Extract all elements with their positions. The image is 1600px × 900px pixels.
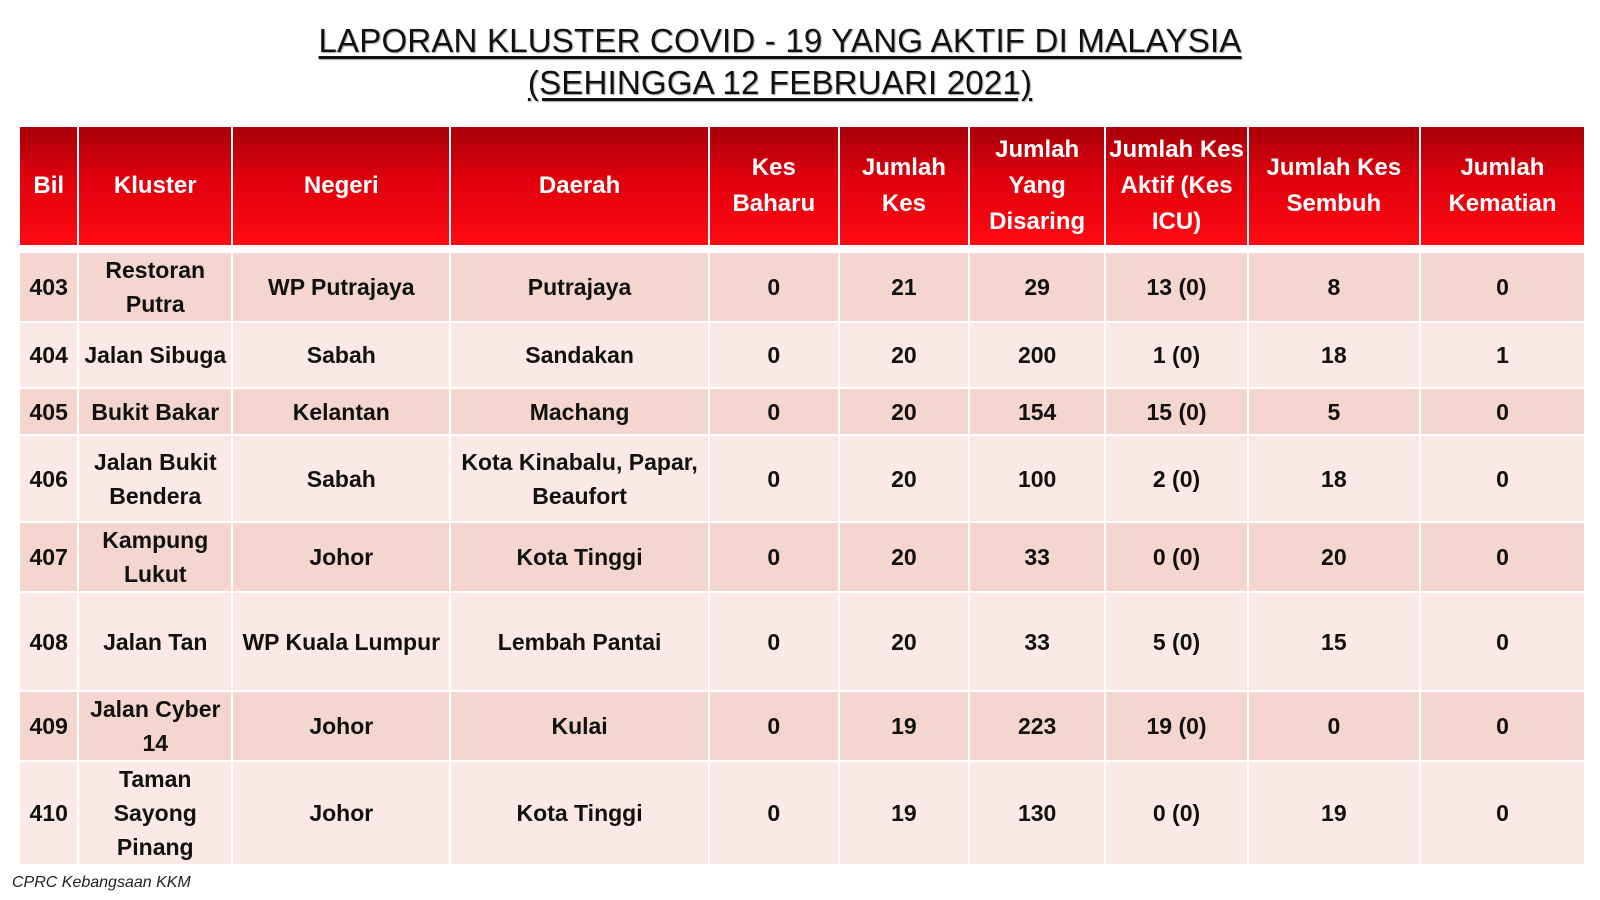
cell-kluster: Taman Sayong Pinang — [79, 762, 231, 864]
title-line-1: LAPORAN KLUSTER COVID - 19 YANG AKTIF DI MALAYSIA — [318, 22, 1242, 59]
cell-sembuh: 15 — [1249, 593, 1419, 690]
cell-daerah: Putrajaya — [451, 253, 707, 321]
cell-kes-baharu: 0 — [710, 762, 838, 864]
cell-bil: 404 — [20, 323, 77, 387]
cell-kluster: Jalan Bukit Bendera — [79, 436, 231, 521]
cell-kluster: Jalan Tan — [79, 593, 231, 690]
cell-daerah: Lembah Pantai — [451, 593, 707, 690]
header-kes-baharu: Kes Baharu — [710, 127, 838, 251]
cell-disaring: 223 — [970, 692, 1104, 760]
cell-kes-baharu: 0 — [710, 692, 838, 760]
cell-sembuh: 18 — [1249, 436, 1419, 521]
cell-negeri: Kelantan — [233, 389, 449, 434]
header-kluster: Kluster — [79, 127, 231, 251]
cell-negeri: Johor — [233, 692, 449, 760]
cell-kes-baharu: 0 — [710, 323, 838, 387]
cell-bil: 408 — [20, 593, 77, 690]
cell-negeri: WP Putrajaya — [233, 253, 449, 321]
header-negeri: Negeri — [233, 127, 449, 251]
cell-negeri: Sabah — [233, 436, 449, 521]
table-row — [20, 389, 1584, 434]
header-kes-aktif: Jumlah Kes Aktif (Kes ICU) — [1106, 127, 1246, 251]
cell-kluster: Bukit Bakar — [79, 389, 231, 434]
table-row — [20, 762, 1584, 864]
cell-sembuh: 20 — [1249, 523, 1419, 591]
cell-kematian: 0 — [1421, 593, 1584, 690]
cell-kematian: 0 — [1421, 762, 1584, 864]
title-line-2: (SEHINGGA 12 FEBRUARI 2021) — [527, 64, 1033, 101]
cell-kluster: Restoran Putra — [79, 253, 231, 321]
cell-bil: 403 — [20, 253, 77, 321]
cell-kematian: 0 — [1421, 253, 1584, 321]
cell-bil: 410 — [20, 762, 77, 864]
cell-jumlah-kes: 19 — [840, 762, 968, 864]
header-jumlah-kes: Jumlah Kes — [840, 127, 968, 251]
cell-aktif: 13 (0) — [1106, 253, 1246, 321]
page-title — [0, 20, 1560, 104]
cell-kematian: 0 — [1421, 436, 1584, 521]
cell-negeri: Johor — [233, 523, 449, 591]
cell-sembuh: 19 — [1249, 762, 1419, 864]
cell-aktif: 15 (0) — [1106, 389, 1246, 434]
header-jumlah-disaring: Jumlah Yang Disaring — [970, 127, 1104, 251]
cell-sembuh: 5 — [1249, 389, 1419, 434]
cell-aktif: 0 (0) — [1106, 762, 1246, 864]
header-daerah: Daerah — [451, 127, 707, 251]
cell-kes-baharu: 0 — [710, 436, 838, 521]
cell-kes-baharu: 0 — [710, 389, 838, 434]
table-row — [20, 692, 1584, 760]
cell-aktif: 2 (0) — [1106, 436, 1246, 521]
cell-disaring: 100 — [970, 436, 1104, 521]
cell-jumlah-kes: 19 — [840, 692, 968, 760]
cluster-table — [18, 125, 1586, 866]
cell-disaring: 154 — [970, 389, 1104, 434]
table-row — [20, 593, 1584, 690]
cell-disaring: 33 — [970, 523, 1104, 591]
cell-kes-baharu: 0 — [710, 523, 838, 591]
cell-aktif: 0 (0) — [1106, 523, 1246, 591]
cell-daerah: Kota Kinabalu, Papar, Beaufort — [451, 436, 707, 521]
cell-kluster: Jalan Cyber 14 — [79, 692, 231, 760]
cell-bil: 405 — [20, 389, 77, 434]
cell-kluster: Kampung Lukut — [79, 523, 231, 591]
cell-negeri: Johor — [233, 762, 449, 864]
cell-daerah: Sandakan — [451, 323, 707, 387]
cell-kematian: 1 — [1421, 323, 1584, 387]
cell-kematian: 0 — [1421, 523, 1584, 591]
cell-kluster: Jalan Sibuga — [79, 323, 231, 387]
cell-sembuh: 0 — [1249, 692, 1419, 760]
cell-daerah: Machang — [451, 389, 707, 434]
cell-negeri: Sabah — [233, 323, 449, 387]
cell-bil: 409 — [20, 692, 77, 760]
cell-aktif: 19 (0) — [1106, 692, 1246, 760]
cell-kematian: 0 — [1421, 389, 1584, 434]
cell-sembuh: 8 — [1249, 253, 1419, 321]
cell-jumlah-kes: 21 — [840, 253, 968, 321]
cell-jumlah-kes: 20 — [840, 436, 968, 521]
cell-daerah: Kota Tinggi — [451, 523, 707, 591]
cell-bil: 407 — [20, 523, 77, 591]
table-row — [20, 253, 1584, 321]
table-row — [20, 523, 1584, 591]
cell-negeri: WP Kuala Lumpur — [233, 593, 449, 690]
cell-disaring: 29 — [970, 253, 1104, 321]
table-header-row — [20, 127, 1584, 251]
cell-daerah: Kulai — [451, 692, 707, 760]
source-footer: CPRC Kebangsaan KKM — [12, 874, 191, 891]
cell-kematian: 0 — [1421, 692, 1584, 760]
cell-jumlah-kes: 20 — [840, 323, 968, 387]
cell-kes-baharu: 0 — [710, 253, 838, 321]
header-bil: Bil — [20, 127, 77, 251]
cell-daerah: Kota Tinggi — [451, 762, 707, 864]
cell-disaring: 130 — [970, 762, 1104, 864]
cell-disaring: 33 — [970, 593, 1104, 690]
header-kematian: Jumlah Kematian — [1421, 127, 1584, 251]
header-kes-sembuh: Jumlah Kes Sembuh — [1249, 127, 1419, 251]
table-row — [20, 323, 1584, 387]
cell-sembuh: 18 — [1249, 323, 1419, 387]
cell-jumlah-kes: 20 — [840, 523, 968, 591]
cell-jumlah-kes: 20 — [840, 389, 968, 434]
cell-jumlah-kes: 20 — [840, 593, 968, 690]
cell-aktif: 5 (0) — [1106, 593, 1246, 690]
cell-aktif: 1 (0) — [1106, 323, 1246, 387]
cell-kes-baharu: 0 — [710, 593, 838, 690]
cell-disaring: 200 — [970, 323, 1104, 387]
table-row — [20, 436, 1584, 521]
cell-bil: 406 — [20, 436, 77, 521]
